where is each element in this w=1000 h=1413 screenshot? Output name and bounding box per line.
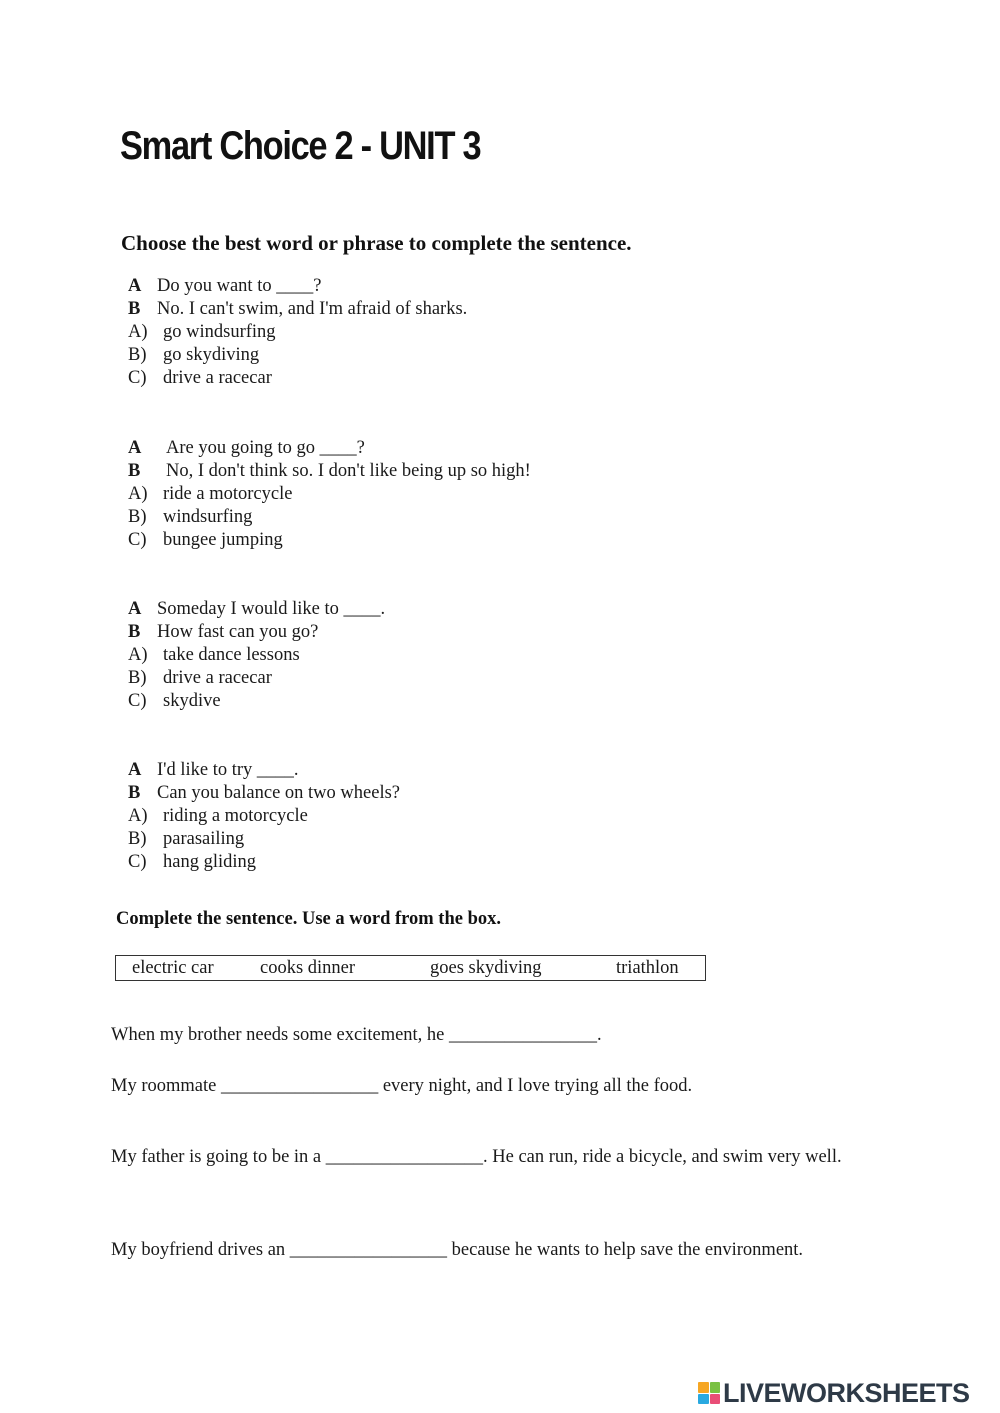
option-letter: A) xyxy=(128,484,148,504)
question-2-option-b[interactable] xyxy=(128,506,531,529)
word-box xyxy=(115,955,706,981)
question-2 xyxy=(128,437,531,552)
option-text: bungee jumping xyxy=(163,530,283,550)
question-1-prompt: Do you want to ____? xyxy=(157,276,322,296)
question-2-line-b xyxy=(128,460,531,483)
question-3-option-b[interactable] xyxy=(128,667,385,690)
word-box-item: cooks dinner xyxy=(260,958,356,978)
section1-instruction: Choose the best word or phrase to complete the sentence. xyxy=(121,231,632,255)
option-text: go windsurfing xyxy=(163,322,276,342)
logo-icon-square xyxy=(698,1382,709,1393)
question-3-line-a xyxy=(128,598,385,621)
option-text: go skydiving xyxy=(163,345,260,365)
option-letter: B) xyxy=(128,829,147,849)
question-4-prompt: I'd like to try ____. xyxy=(157,760,299,780)
question-2-prompt: Are you going to go ____? xyxy=(166,438,365,458)
question-3-prompt: Someday I would like to ____. xyxy=(157,599,386,619)
option-letter: C) xyxy=(128,368,147,388)
option-text: skydive xyxy=(163,691,221,711)
question-1-option-b[interactable] xyxy=(128,344,467,367)
option-letter: C) xyxy=(128,530,147,550)
liveworksheets-logo-icon xyxy=(698,1382,720,1404)
word-box-item: goes skydiving xyxy=(430,958,542,978)
question-3-option-a[interactable] xyxy=(128,644,385,667)
option-text: riding a motorcycle xyxy=(163,806,308,826)
logo-icon-square xyxy=(710,1382,721,1393)
speaker-b-label: B xyxy=(128,783,141,803)
question-3 xyxy=(128,598,385,713)
option-letter: A) xyxy=(128,322,148,342)
speaker-a-label: A xyxy=(128,599,142,619)
speaker-b-label: B xyxy=(128,461,141,481)
logo-icon-square xyxy=(698,1394,709,1405)
question-1-option-a[interactable] xyxy=(128,321,467,344)
option-text: hang gliding xyxy=(163,852,257,872)
question-4 xyxy=(128,759,400,874)
question-4-option-b[interactable] xyxy=(128,828,400,851)
speaker-a-label: A xyxy=(128,760,142,780)
page-title: Smart Choice 2 - UNIT 3 xyxy=(120,124,481,168)
speaker-a-label: A xyxy=(128,438,142,458)
option-letter: B) xyxy=(128,345,147,365)
logo-text: LIVEWORKSHEETS xyxy=(723,1377,970,1408)
question-1 xyxy=(128,275,467,390)
word-box-item: triathlon xyxy=(616,958,679,978)
fill-in-sentence-4: My boyfriend drives an _________________ because he wants to help save the environment. xyxy=(111,1240,804,1260)
speaker-b-label: B xyxy=(128,622,141,642)
option-letter: B) xyxy=(128,507,147,527)
fill-in-sentence-3: My father is going to be in a _________________. He can run, ride a bicycle, and swim very well. xyxy=(111,1147,842,1167)
option-text: parasailing xyxy=(163,829,245,849)
question-1-response: No. I can't swim, and I'm afraid of sharks. xyxy=(157,299,468,319)
option-text: windsurfing xyxy=(163,507,253,527)
fill-in-sentence-2: My roommate _________________ every night, and I love trying all the food. xyxy=(111,1076,693,1096)
liveworksheets-logo xyxy=(698,1378,970,1408)
question-1-line-a xyxy=(128,275,467,298)
question-2-option-c[interactable] xyxy=(128,529,531,552)
speaker-a-label: A xyxy=(128,276,142,296)
option-letter: A) xyxy=(128,645,148,665)
question-4-option-a[interactable] xyxy=(128,805,400,828)
option-text: drive a racecar xyxy=(163,668,272,688)
question-4-option-c[interactable] xyxy=(128,851,400,874)
question-4-response: Can you balance on two wheels? xyxy=(157,783,400,803)
fill-in-sentence-1: When my brother needs some excitement, he ________________. xyxy=(111,1025,602,1045)
option-text: take dance lessons xyxy=(163,645,300,665)
question-4-line-a xyxy=(128,759,400,782)
question-3-option-c[interactable] xyxy=(128,690,385,713)
section2-instruction: Complete the sentence. Use a word from the box. xyxy=(116,909,502,929)
question-2-response: No, I don't think so. I don't like being up so high! xyxy=(166,461,531,481)
question-1-option-c[interactable] xyxy=(128,367,467,390)
speaker-b-label: B xyxy=(128,299,141,319)
option-text: drive a racecar xyxy=(163,368,272,388)
option-letter: A) xyxy=(128,806,148,826)
question-3-response: How fast can you go? xyxy=(157,622,319,642)
option-letter: C) xyxy=(128,691,147,711)
question-2-option-a[interactable] xyxy=(128,483,531,506)
word-box-item: electric car xyxy=(132,958,214,978)
option-letter: C) xyxy=(128,852,147,872)
logo-icon-square xyxy=(710,1394,721,1405)
question-2-line-a xyxy=(128,437,531,460)
option-letter: B) xyxy=(128,668,147,688)
question-1-line-b xyxy=(128,298,467,321)
question-3-line-b xyxy=(128,621,385,644)
question-4-line-b xyxy=(128,782,400,805)
option-text: ride a motorcycle xyxy=(163,484,293,504)
